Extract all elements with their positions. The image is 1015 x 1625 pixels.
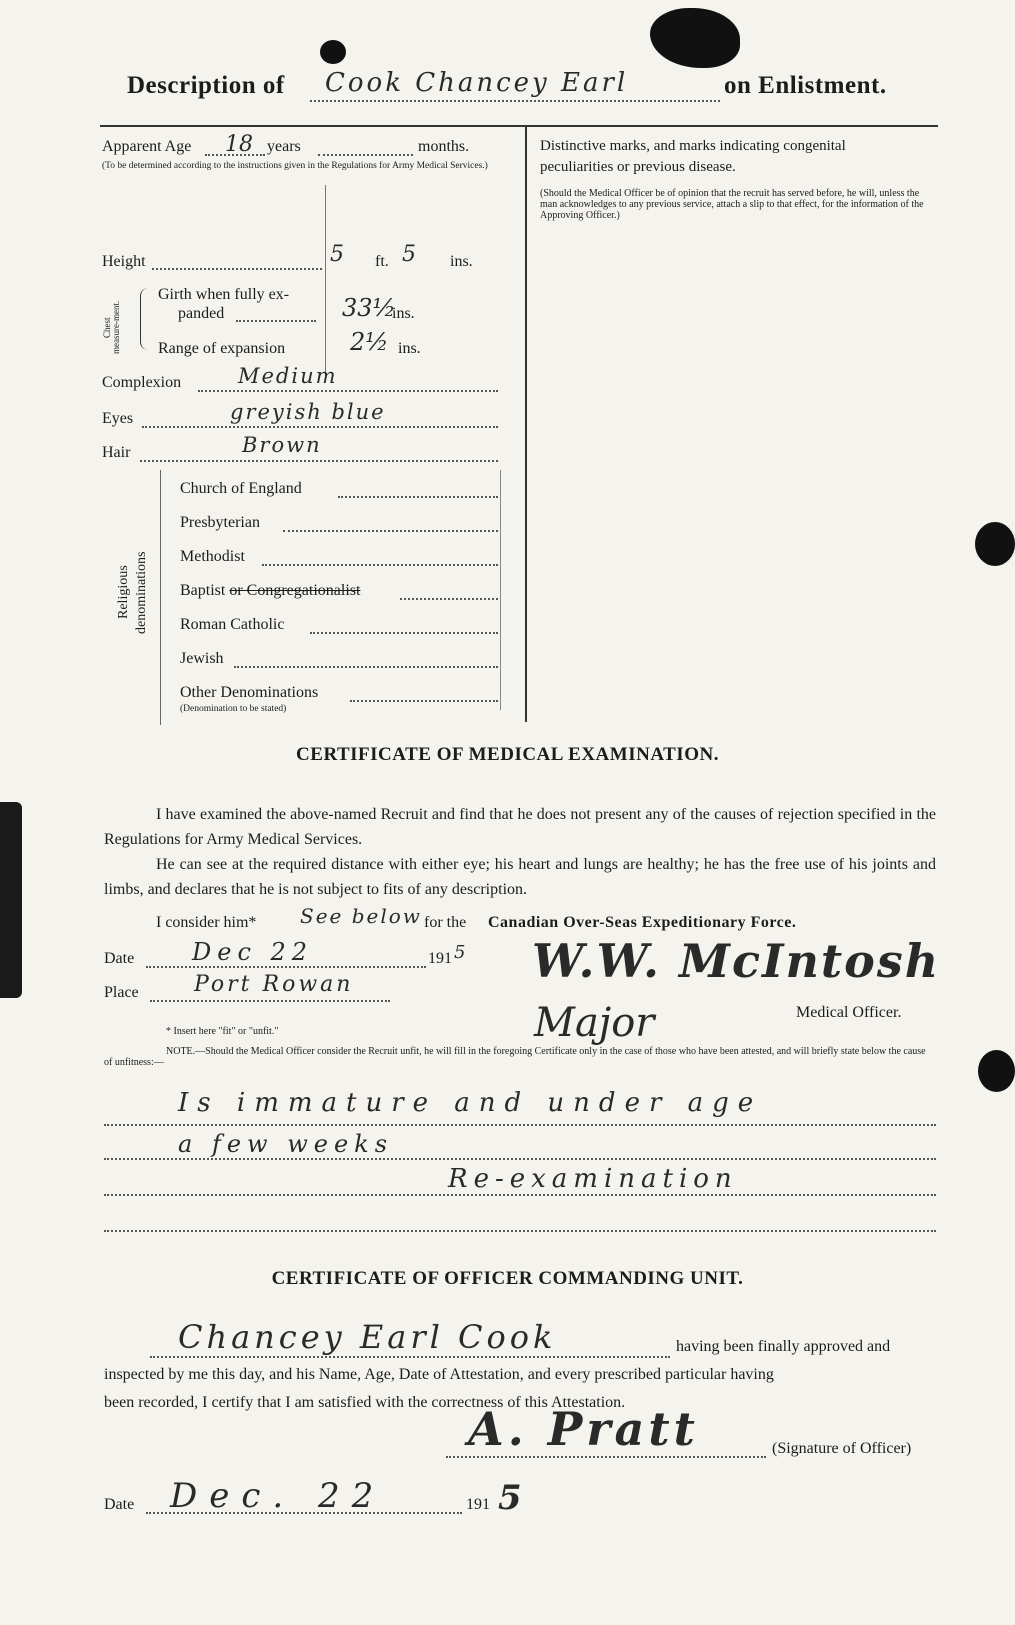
medical-rank: Major [534,1000,655,1046]
chest-label: Chest measure-ment. [102,300,121,355]
age-note: (To be determined according to the instructions given in the Regulations for Army Medical Services.) [102,161,488,171]
distinctive-line1: Distinctive marks, and marks indicating congenital [540,138,846,154]
methodist-dots [262,564,498,566]
girth-label-1: Girth when fully ex- [158,286,290,303]
unfit-dots-1 [104,1124,936,1126]
place-label: Place [104,984,139,1001]
religion-presbyterian: Presbyterian [180,514,260,531]
range-ins-label: ins. [398,340,421,357]
consider-value: See below [300,904,422,928]
range-label: Range of expansion [158,340,286,357]
ink-blot [320,40,346,64]
congregationalist-struck: or Congregationalist [229,582,361,599]
top-rule [100,125,938,127]
commanding-date-label: Date [104,1496,135,1513]
description-label: Description of [127,72,285,99]
hair-value: Brown [242,433,322,457]
coe-dots [338,496,498,498]
medical-signature: W.W. McIntosh [532,934,941,988]
denomination-note: (Denomination to be stated) [180,704,287,714]
jewish-dots [234,666,498,668]
name-dotted-line [310,100,720,102]
girth-value: 33½ [342,294,396,322]
months-label: months. [418,138,470,155]
height-ft-value: 5 [330,242,344,267]
place-value: Port Rowan [194,972,354,997]
commanding-recruit-name: Chancey Earl Cook [178,1318,557,1356]
age-dots [205,154,265,156]
medical-para2: He can see at the required distance with either eye; his heart and lungs are healthy; he has the free use of his joints and limbs, and declares that he is not subject to fits of any description. [104,856,936,898]
eyes-value: greyish blue [230,400,386,424]
commanding-date-value: Dec. 22 [170,1476,386,1516]
religion-baptist [180,582,360,600]
recruit-name: Cook Chancey Earl [325,68,629,98]
religion-bracket [160,470,161,725]
unfit-line2: a few weeks [178,1130,394,1158]
height-ins-value: 5 [402,242,416,267]
ft-label: ft. [375,253,389,270]
eyes-label: Eyes [102,410,134,427]
medical-para1: I have examined the above-named Recruit and find that he does not present any of the causes of rejection specified in the Regulations for Army Medical Services. [104,806,936,848]
commanding-title: CERTIFICATE OF OFFICER COMMANDING UNIT. [271,1268,744,1289]
eyes-dots [142,426,498,428]
height-label: Height [102,253,146,270]
medical-officer-label: Medical Officer. [796,1004,902,1021]
baptist-label: Baptist [180,582,226,599]
hair-label: Hair [102,444,131,461]
chest-brace [140,288,151,350]
complexion-label: Complexion [102,374,182,391]
rc-dots [310,632,498,634]
girth-dots [236,320,316,322]
date-dots [146,966,426,968]
presby-dots [283,530,498,532]
commanding-line2: inspected by me this day, and his Name, Age, Date of Attestation, and every prescribed particular having [104,1366,774,1383]
religion-methodist: Methodist [180,548,245,565]
religion-side-label: Religious denominations [116,551,149,634]
value-column-rule [325,185,326,380]
range-value: 2½ [350,328,389,356]
date-value: Dec 22 [192,938,314,966]
religion-church-of-england: Church of England [180,480,302,497]
complexion-dots [198,390,498,392]
commanding-signature: A. Pratt [468,1402,699,1456]
hair-dots [140,460,498,462]
binding-edge [0,802,22,998]
place-dots [150,1000,390,1002]
girth-label-2: panded [178,305,225,322]
date-year-digit: 5 [454,942,466,963]
enlistment-label: on Enlistment. [724,72,887,99]
height-dots [152,268,322,270]
signature-of-officer-label: (Signature of Officer) [772,1440,912,1457]
column-divider [525,127,527,722]
date-label: Date [104,950,135,967]
baptist-dots [400,598,498,600]
for-the-label: for the [424,914,467,931]
distinctive-line2: peculiarities or previous disease. [540,159,736,175]
apparent-age-label: Apparent Age [102,138,192,155]
complexion-value: Medium [238,364,338,388]
unfit-line1: Is immature and under age [178,1088,763,1118]
insert-note: * Insert here "fit" or "unfit." [166,1026,279,1037]
unfit-line3: Re-examination [448,1164,738,1194]
age-value: 18 [225,132,253,157]
commanding-year-digit: 5 [498,1478,522,1518]
unfit-dots-4 [104,1230,936,1232]
consider-label: I consider him* [156,914,257,931]
years-dots [318,154,413,156]
commanding-name-dots [150,1356,670,1358]
force-label: Canadian Over-Seas Expeditionary Force. [488,914,797,931]
punch-hole [975,522,1015,566]
religion-other: Other Denominations [180,684,319,701]
religion-right-rule [500,470,501,710]
religion-roman-catholic: Roman Catholic [180,616,285,633]
unfit-dots-3 [104,1194,936,1196]
date-year: 191 [428,950,452,967]
punch-hole [978,1050,1015,1092]
unfit-dots-2 [104,1158,936,1160]
religion-jewish: Jewish [180,650,224,667]
commanding-date-dots [146,1512,462,1514]
unfit-note: NOTE.—Should the Medical Officer consider the Recruit unfit, he will fill in the foregoing Certificate only in the case of those who have been attested, and will briefly state below the cause of unfitness:— [104,1046,926,1068]
other-dots [350,700,498,702]
commanding-year-label: 191 [466,1496,490,1513]
ins-label: ins. [450,253,473,270]
commanding-line3: been recorded, I certify that I am satisfied with the correctness of this Attestation. [104,1394,626,1411]
commanding-line1-tail: having been finally approved and [676,1338,891,1355]
medical-title: CERTIFICATE OF MEDICAL EXAMINATION. [296,744,719,765]
girth-ins-label: ins. [392,305,415,322]
commanding-sig-dots [446,1456,766,1458]
ink-blot [650,8,740,68]
distinctive-note: (Should the Medical Officer be of opinion that the recruit has served before, he will, unless the man acknowledges to any previous service, attach a slip to that effect, for the information of the Approving Officer.) [540,188,924,221]
years-label: years [267,138,301,155]
